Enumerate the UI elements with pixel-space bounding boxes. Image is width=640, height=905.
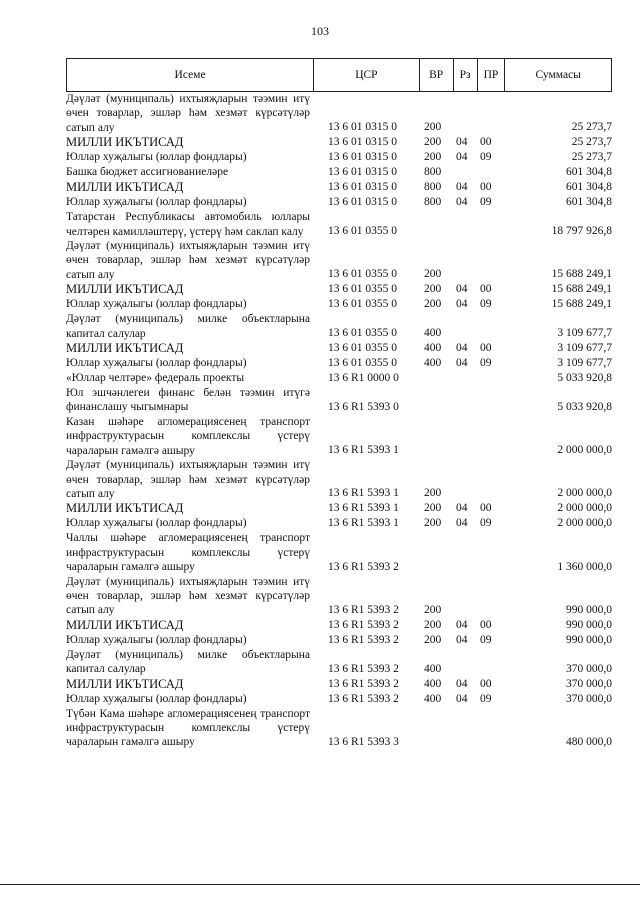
table-row [66,312,612,341]
row-vr: 200 [424,268,442,281]
row-name: Дәүләт (муниципаль) ихтыяҗларын тәэмин итү өчен товарлар, эшләр һәм хезмәт күрсәтүләр сатып алу [66,93,310,134]
row-csr: 13 6 01 0355 0 [328,268,397,281]
row-name: Юллар хуҗалыгы (юллар фондлары) [66,357,247,370]
row-sum: 3 109 677,7 [557,327,612,340]
row-name: Чаллы шәһәре агломерациясенең транспорт инфраструктурасын комплекслы үстерү чараларын гамәлгә ашыру [66,532,310,574]
row-pr: 09 [480,151,492,164]
row-name: МИЛЛИ ИКЪТИСАД [66,282,184,297]
row-csr: 13 6 R1 5393 2 [328,603,399,616]
row-csr: 13 6 R1 5393 2 [328,560,399,573]
row-csr: 13 6 01 0355 0 [328,225,397,238]
row-name: Юл эшчәнлегеи финанс белән тәэмин итүгә финанслашу чыгымнары [66,387,310,414]
row-csr: 13 6 R1 5393 0 [328,400,399,413]
row-sum: 18 797 926,8 [551,225,612,238]
row-vr: 200 [424,121,442,134]
row-vr: 400 [424,327,442,340]
row-name: МИЛЛИ ИКЪТИСАД [66,501,184,516]
row-csr: 13 6 R1 5393 3 [328,735,399,748]
row-vr: 200 [424,502,442,515]
row-csr: 13 6 01 0355 0 [328,357,397,370]
row-name: МИЛЛИ ИКЪТИСАД [66,341,184,356]
row-vr: 200 [424,487,442,500]
row-vr: 200 [424,283,442,296]
row-pr: 09 [480,357,492,370]
table-row [66,165,612,180]
row-sum: 990 000,0 [566,618,612,631]
row-sum: 601 304,8 [566,166,612,179]
row-vr: 400 [424,662,442,675]
row-vr: 800 [424,166,442,179]
row-rz: 04 [456,357,468,370]
budget-table [66,58,612,750]
row-csr: 13 6 R1 5393 2 [328,662,399,675]
table-row [66,210,612,239]
table-body [66,92,612,750]
row-sum: 601 304,8 [566,196,612,209]
table-row [66,356,612,371]
row-name: МИЛЛИ ИКЪТИСАД [66,180,184,195]
page-bottom-rule [0,884,640,885]
table-row [66,531,612,574]
table-row [66,415,612,458]
table-row [66,92,612,135]
row-pr: 09 [480,196,492,209]
table-row [66,692,612,707]
row-csr: 13 6 01 0355 0 [328,327,397,340]
row-name: Юллар хуҗалыгы (юллар фондлары) [66,151,247,164]
table-row [66,501,612,516]
row-vr: 400 [424,357,442,370]
row-pr: 09 [480,517,492,530]
row-pr: 09 [480,633,492,646]
table-row [66,239,612,282]
table-row [66,195,612,210]
row-csr: 13 6 R1 5393 2 [328,618,399,631]
row-csr: 13 6 01 0355 0 [328,298,397,311]
row-csr: 13 6 R1 5393 2 [328,677,399,690]
table-row [66,677,612,692]
table-row [66,341,612,356]
row-rz: 04 [456,618,468,631]
row-csr: 13 6 01 0315 0 [328,136,397,149]
row-sum: 990 000,0 [566,633,612,646]
row-pr: 00 [480,342,492,355]
row-sum: 2 000 000,0 [557,487,612,500]
header-rz: Рз [454,59,478,91]
row-vr: 400 [424,692,442,705]
header-csr: ЦСР [314,59,420,91]
table-header [66,58,612,92]
row-name: Дәүләт (муниципаль) милке объектларына капитал салулар [66,648,310,676]
row-name: Казан шәһәре агломерациясенең транспорт инфраструктурасын комплекслы үстерү чараларын гамәлгә ашыру [66,415,310,457]
row-sum: 370 000,0 [566,677,612,690]
row-sum: 2 000 000,0 [557,517,612,530]
row-sum: 2 000 000,0 [557,444,612,457]
table-row [66,516,612,531]
table-row [66,180,612,195]
row-csr: 13 6 R1 5393 1 [328,444,399,457]
table-row [66,648,612,677]
row-vr: 200 [424,136,442,149]
row-rz: 04 [456,181,468,194]
table-row [66,386,612,415]
row-sum: 15 688 249,1 [551,268,612,281]
row-rz: 04 [456,517,468,530]
row-sum: 1 360 000,0 [557,560,612,573]
row-vr: 400 [424,342,442,355]
row-pr: 00 [480,181,492,194]
row-csr: 13 6 01 0315 0 [328,121,397,134]
row-sum: 15 688 249,1 [551,298,612,311]
header-vr: ВР [420,59,454,91]
page-number: 103 [311,24,329,38]
row-csr: 13 6 R1 5393 1 [328,502,399,515]
table-row [66,707,612,750]
row-vr: 200 [424,618,442,631]
row-csr: 13 6 R1 5393 1 [328,517,399,530]
row-csr: 13 6 R1 5393 1 [328,487,399,500]
row-sum: 990 000,0 [566,603,612,616]
row-vr: 200 [424,633,442,646]
row-name: МИЛЛИ ИКЪТИСАД [66,135,184,150]
row-name: Юллар хуҗалыгы (юллар фондлары) [66,517,247,530]
row-csr: 13 6 01 0355 0 [328,342,397,355]
row-sum: 2 000 000,0 [557,502,612,515]
row-sum: 370 000,0 [566,662,612,675]
row-rz: 04 [456,298,468,311]
row-name: Түбән Кама шәһәре агломерациясенең транспорт инфраструктурасын комплекслы үстерү чараларын гамәлгә ашыру [66,707,310,749]
table-row [66,297,612,312]
row-pr: 00 [480,502,492,515]
row-rz: 04 [456,502,468,515]
table-row [66,575,612,618]
table-row [66,282,612,297]
row-name: Татарстан Республикасы автомобиль юллары челтәрен камилләштерү, үстерү һәм саклап калу [66,211,310,238]
row-rz: 04 [456,692,468,705]
table-row [66,633,612,648]
header-name: Исеме [67,59,314,91]
row-csr: 13 6 01 0355 0 [328,283,397,296]
row-csr: 13 6 01 0315 0 [328,181,397,194]
row-vr: 800 [424,196,442,209]
row-csr: 13 6 01 0315 0 [328,196,397,209]
table-row [66,135,612,150]
row-name: МИЛЛИ ИКЪТИСАД [66,676,184,691]
row-rz: 04 [456,151,468,164]
row-vr: 200 [424,151,442,164]
row-vr: 200 [424,603,442,616]
header-pr: ПР [478,59,506,91]
table-row [66,618,612,633]
row-pr: 09 [480,692,492,705]
row-rz: 04 [456,283,468,296]
row-pr: 09 [480,298,492,311]
row-sum: 15 688 249,1 [551,283,612,296]
row-sum: 3 109 677,7 [557,357,612,370]
row-sum: 3 109 677,7 [557,342,612,355]
row-rz: 04 [456,677,468,690]
row-vr: 200 [424,298,442,311]
row-pr: 00 [480,136,492,149]
header-sum: Суммасы [535,69,581,81]
row-sum: 5 033 920,8 [557,400,612,413]
row-sum: 25 273,7 [571,121,612,134]
row-name: Юллар хуҗалыгы (юллар фондлары) [66,196,247,209]
row-sum: 25 273,7 [571,136,612,149]
row-vr: 400 [424,677,442,690]
row-csr: 13 6 01 0315 0 [328,166,397,179]
row-rz: 04 [456,136,468,149]
row-csr: 13 6 R1 5393 2 [328,692,399,705]
row-pr: 00 [480,283,492,296]
row-pr: 00 [480,618,492,631]
table-row [66,371,612,386]
row-name: Башка бюджет ассигнованиеләре [66,166,229,179]
row-sum: 25 273,7 [571,151,612,164]
table-row [66,150,612,165]
row-name: Юллар хуҗалыгы (юллар фондлары) [66,633,247,646]
row-sum: 601 304,8 [566,181,612,194]
row-name: Юллар хуҗалыгы (юллар фондлары) [66,298,247,311]
row-csr: 13 6 R1 5393 2 [328,633,399,646]
row-name: МИЛЛИ ИКЪТИСАД [66,617,184,632]
row-rz: 04 [456,342,468,355]
row-csr: 13 6 01 0315 0 [328,151,397,164]
row-sum: 370 000,0 [566,692,612,705]
row-name: Дәүләт (муниципаль) ихтыяҗларын тәэмин итү өчен товарлар, эшләр һәм хезмәт күрсәтүләр сатып алу [66,240,310,281]
row-rz: 04 [456,633,468,646]
row-name: Юллар хуҗалыгы (юллар фондлары) [66,692,247,705]
table-row [66,458,612,501]
row-vr: 800 [424,181,442,194]
row-name: Дәүләт (муниципаль) ихтыяҗларын тәэмин итү өчен товарлар, эшләр һәм хезмәт күрсәтүләр сатып алу [66,575,310,617]
row-sum: 480 000,0 [566,735,612,748]
row-name: Дәүләт (муниципаль) милке объектларына капитал салулар [66,313,310,340]
row-name: Дәүләт (муниципаль) ихтыяҗларын тәэмин итү өчен товарлар, эшләр һәм хезмәт күрсәтүләр сатып алу [66,459,310,500]
row-name: «Юллар челтәре» федераль проекты [66,372,245,385]
row-rz: 04 [456,196,468,209]
row-pr: 00 [480,677,492,690]
row-vr: 200 [424,517,442,530]
row-csr: 13 6 R1 0000 0 [328,372,399,385]
row-sum: 5 033 920,8 [557,372,612,385]
